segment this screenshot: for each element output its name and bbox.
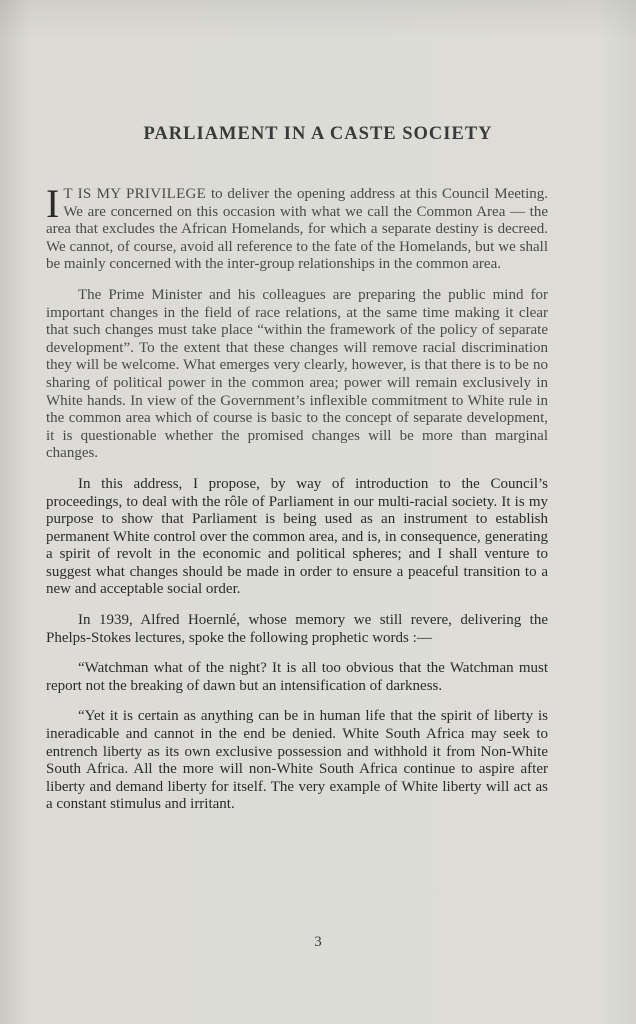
paragraph-1 — [46, 181, 548, 274]
paragraph-5: “Watchman what of the night? It is all too obvious that the Watchman must report not the breaking of dawn but an intensification of darkness. — [46, 660, 548, 694]
body-text — [46, 181, 548, 827]
page-shadow — [0, 0, 636, 40]
paragraph-1-lead: T IS MY PRIVILEGE — [63, 186, 207, 202]
paragraph-2: The Prime Minister and his colleagues are preparing the public mind for important changes in the field of race relations, at the same time making it clear that such changes must take place “within the framework of the policy of separate development”. To the extent that these changes will remove racial discrimination they will be welcome. What emerges very clearly, however, is that there is to be no sharing of political power in the common area; power will remain exclusively in White hands. In view of the Government’s inflexible commitment to White rule in the common area which of course is basic to the concept of separate development, it is questionable whether the promised changes will be more than marginal changes. — [46, 286, 548, 462]
paragraph-6: “Yet it is certain as anything can be in human life that the spirit of liberty is ineradicable and cannot in the end be denied. White South Africa may seek to entrench liberty as its own exclusive possession and withhold it from Non-White South Africa. All the more will non-White South Africa continue to aspire after liberty and demand liberty for itself. The very example of White liberty will act as a constant stimulus and irritant. — [46, 708, 548, 813]
paragraph-1-text: to deliver the opening address at this Council Meeting. We are concerned on this occasion with what we call the Common Area — the area that excludes the African Homelands, for which a separate destiny is decreed. We cannot, of course, avoid all reference to the fate of the Homelands, but we shall be mainly concerned with the inter-group relationships in the common area. — [46, 186, 548, 273]
paragraph-3: In this address, I propose, by way of introduction to the Council’s proceedings, to deal with the rôle of Parliament in our multi-racial society. It is my purpose to show that Parliament is being used as an instrument to establish permanent White control over the common area, and is, in consequence, generating a spirit of revolt in the economic and political spheres; and I shall venture to suggest what changes should be made in order to ensure a peaceful transition to a new and acceptable social order. — [46, 475, 548, 598]
paragraph-4: In 1939, Alfred Hoernlé, whose memory we still revere, delivering the Phelps-Stokes lectures, spoke the following prophetic words :— — [46, 612, 548, 646]
chapter-title: PARLIAMENT IN A CASTE SOCIETY — [143, 124, 493, 144]
drop-cap: I — [46, 181, 60, 226]
page-number: 3 — [314, 934, 322, 950]
